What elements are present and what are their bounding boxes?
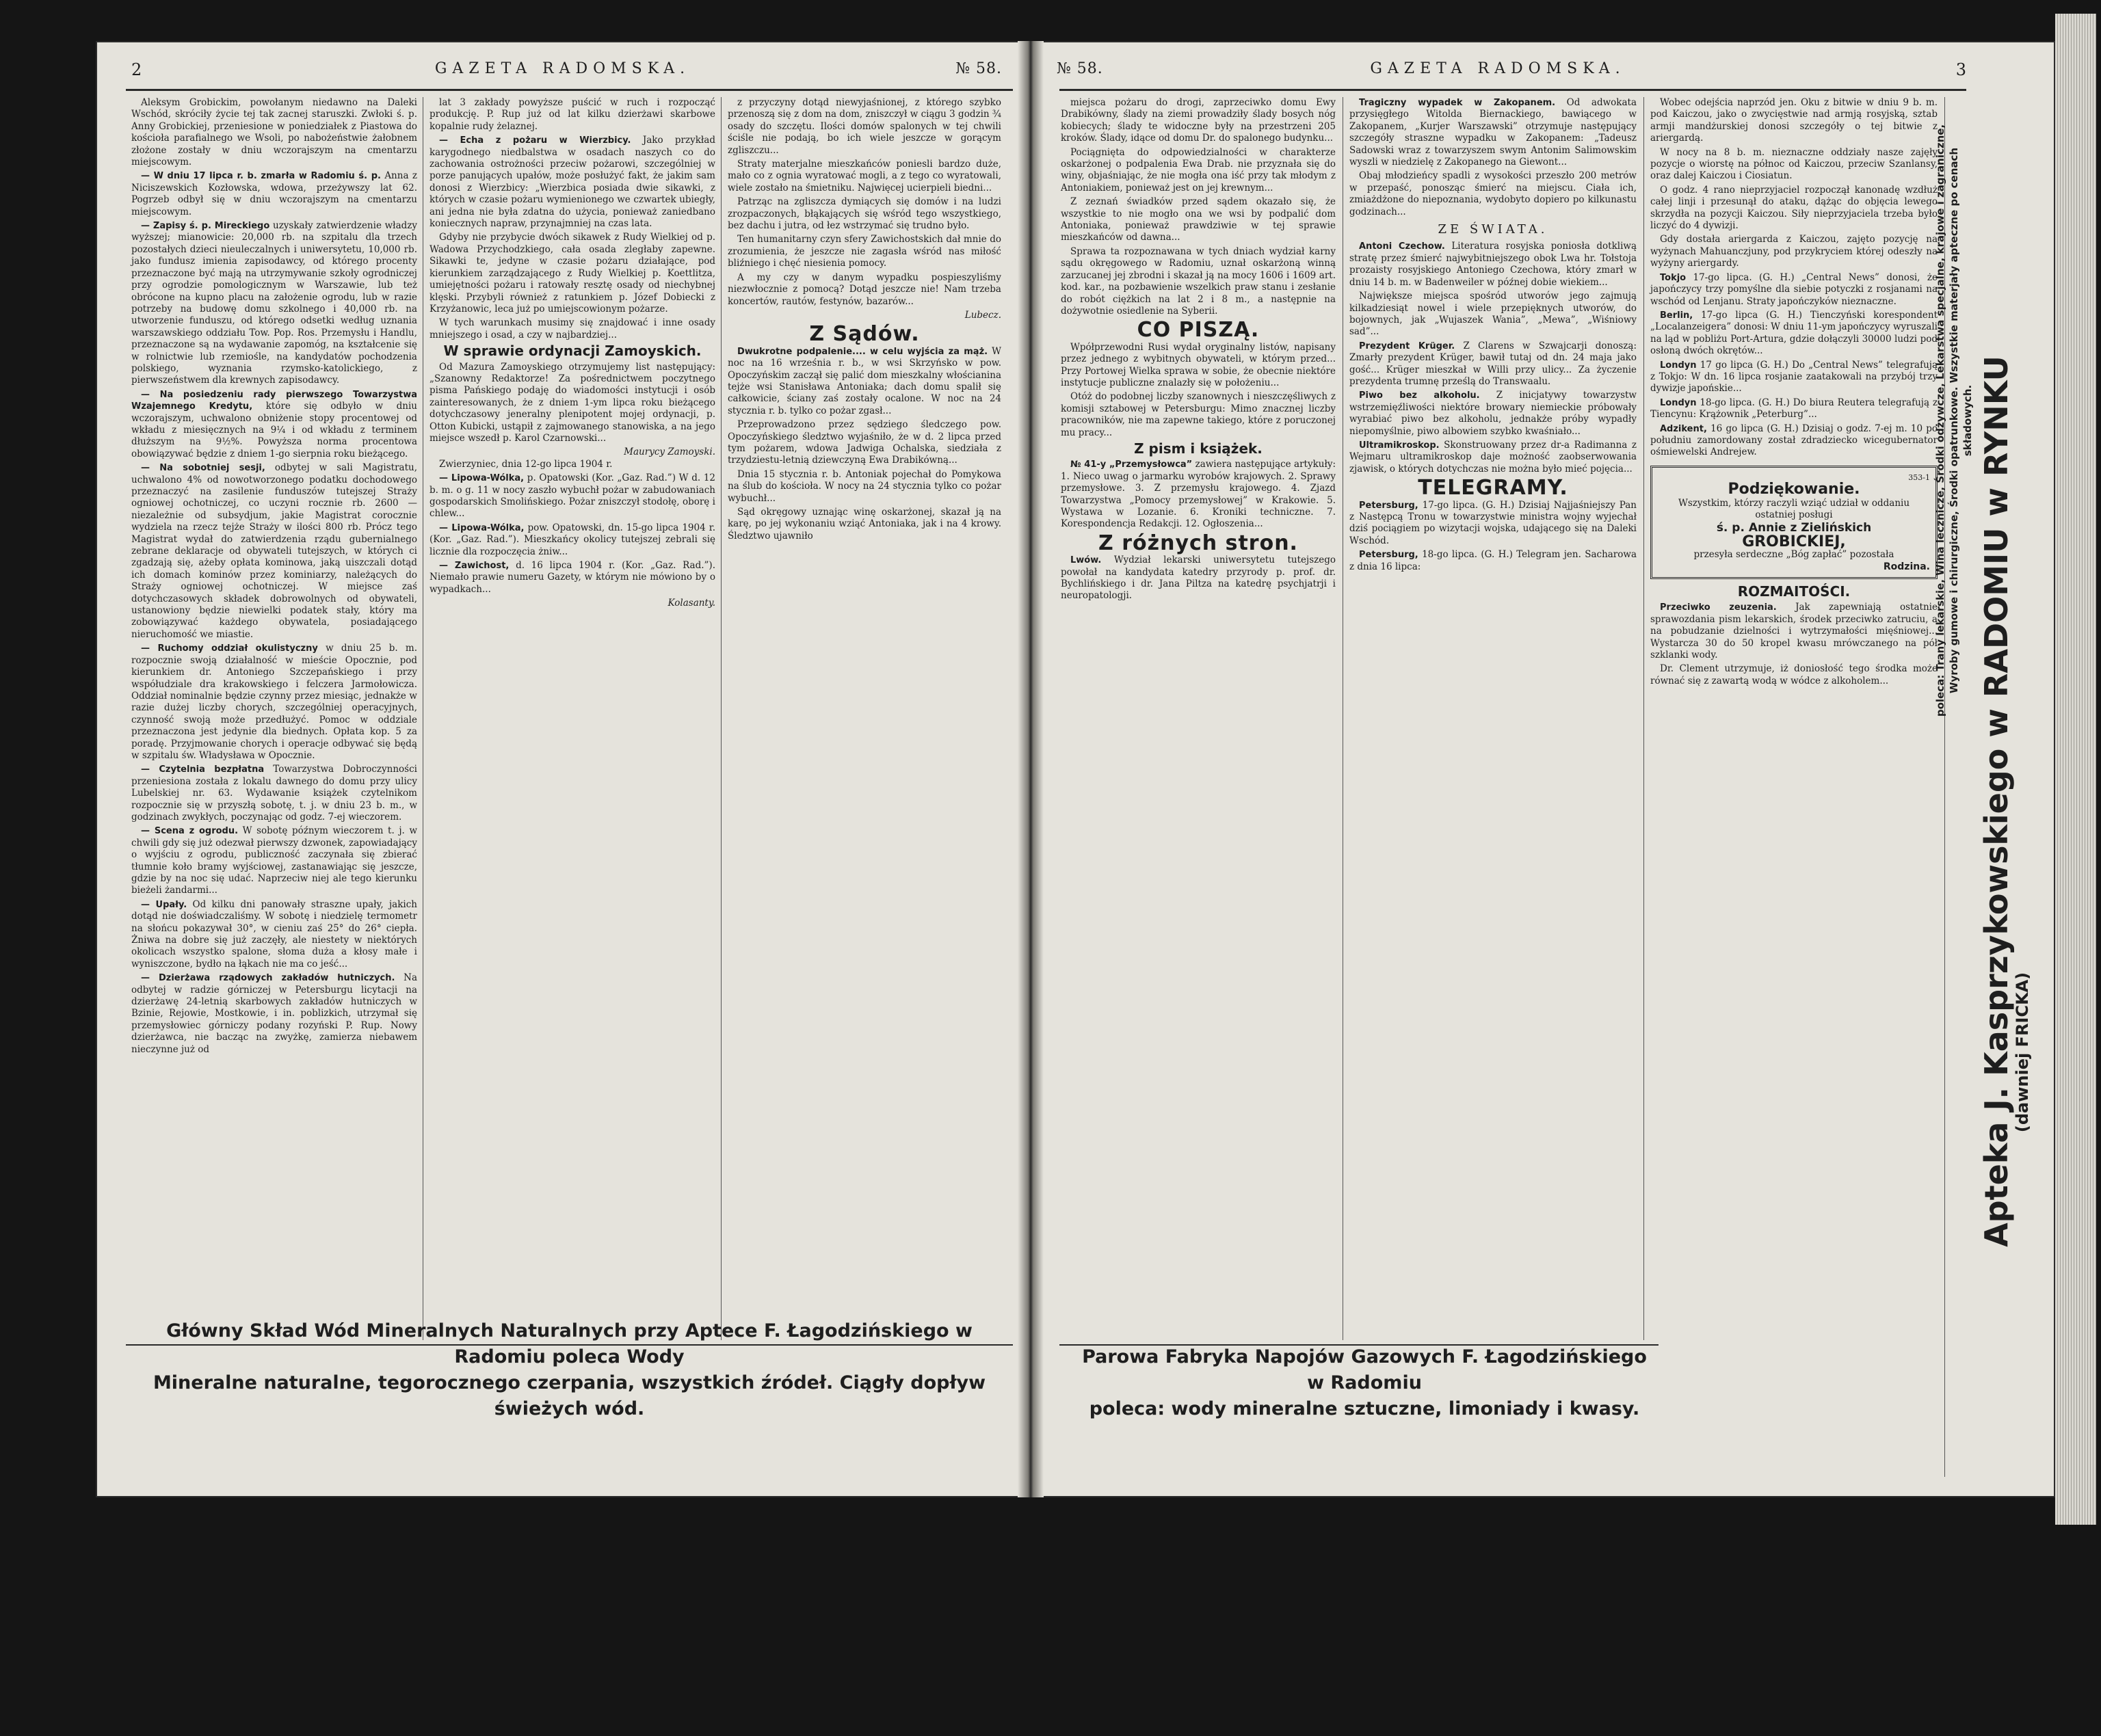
section-heading: ROZMAITOŚCI. [1737,583,1851,600]
article-text: Wydział lekarski uniwersytetu tutejszego powołał na kandydata katedry przyrody p. prof. dr. Bychlińskiego i dr. Jana Piltza na katedrę psychjatrji i neuropatologji. [1061,555,1336,602]
article-text: Anna z Niciszewskich Kozłowska, wdowa, przeżywszy lat 62. Pogrzeb odbył się w dniu wczorajszym na cmentarzu miejscowym. [131,170,417,217]
article-paragraph [1650,147,1938,183]
page-header [96,60,1029,82]
article-text: uzyskały zatwierdzenie władzy wyższej; mianowicie: 20,000 rb. na szpitalu dla trzech pozostałych dzieci nieuleczalnych i uniwersytetu, 10,000 rb. jako fundusz imienia zapisodawcy, od którego procenty przeznaczone być mają na utrzymywanie szkoły ogrodniczej przy ogrodzie pomologicznym w Warszawie, lub też obrócone na kupno placu na założenie ogrodu, lub w razie potrzeby na budowę domu szkolnego i 40,000 rb. na utworzenie funduszu, od którego odsetki według uznania warszawskiego oddziału Tow. Pop. Ros. Przemysłu i Handlu, przeznaczone są na wydawanie zapomóg, na kształcenie się w rolnictwie lub rzemiośle, na kandydatów pochodzenia polskiego, wyznania rzymsko-katolickiego, z pierwszeństwem dla krewnych zapisodawcy. [131,220,417,386]
article-text: p. Opatowski (Kor. „Gaz. Rad.”) W d. 12 b. m. o g. 11 w nocy zaszło wybuchł pożar w zabudowaniach gospodarskich Smolińskiego. Pożar zniszczył stodołę, oborę i chlew... [430,472,715,520]
article-text: Zwierzyniec, dnia 12-go lipca 1904 r. [439,458,613,470]
article-text: Z inicjatywy towarzystw wstrzemięźliwości niektóre browary niemieckie próbowały wyrabiać piwo bez alkoholu, jednakże próby wypadły niepomyślnie, piwo albowiem szybko kwaśniało... [1349,390,1637,437]
article-paragraph [430,472,715,520]
article-text: Największe miejsca spośród utworów jego zajmują kilkadziesiąt nowel i wiele przepięknych utworów, do bojownych, jak „Wujaszek Wania”, „Mewa”, „Wiśniowy sad”... [1349,291,1637,338]
article-heading: Lwów. [1070,555,1102,566]
author-signature: Lubecz. [964,309,1001,321]
section-heading: Z pism i książek. [1134,440,1263,457]
article-heading: Prezydent Krüger. [1359,340,1455,351]
article-paragraph [430,317,715,341]
article-paragraph [131,825,417,896]
article-text: Na odbytej w radzie górniczej w Petersburgu licytacji na dzierżawę 24-letnią skarbowych zakładów hutniczych w Bzinie, Rejowie, Mostkowie, i in. poblizkich, utrzymał się przemysłowiec górniczy podany rozyński P. Rup. Nowy dzierżawca, nie bacząc na zwyżkę, zamierza niebawem nieczynne już od [131,972,418,1055]
article-heading: Przeciwko zeuzenia. [1660,602,1777,613]
vertical-advert-title: Apteka J. Kasprzykowskiego w RADOMIU w RYNKU [1978,356,2015,1247]
article-text: A my czy w danym wypadku pospieszyliśmy niezwłocznie z pomocą? Dotąd jeszcze nie! Nam trzeba koncertów, rautów, festynów, bazarów... [728,271,1001,307]
section-heading: CO PISZĄ. [1137,318,1260,343]
article-text: lat 3 zakłady powyższe puścić w ruch i rozpocząć produkcję. P. Rup już od lat kilku dzierżawi skarbowe kopalnie rudy żelaznej. [430,97,715,132]
article-text: miejsca pożaru do drogi, zaprzeciwko domu Ewy Drabikówny, ślady na ziemi prowadziły ślady bosych nóg kobiecych; ślady te widoczne były na przestrzeni 205 kroków. Ślady, idące od domu Dr. do spalonego budynku... [1061,97,1336,144]
article-text: 17-go lipca. (G. H.) Dzisiaj Najjaśniejszy Pan z Następcą Tronu w towarzystwie ministra wojny wyjechał dziś pociągiem po wizytacji wojska, udającego się na Daleki Wschód. [1349,499,1637,546]
article-paragraph [430,135,715,230]
article-text: Otóż do podobnej liczby szanownych i nieszczęśliwych z komisji sztabowej w Petersburgu: Mimo znacznej liczby pracowników, nie ma zapewne takiego, które z poruczonej mu pracy... [1061,391,1336,438]
article-paragraph [1349,340,1637,388]
column-1 [1061,97,1336,1340]
article-text: Towarzystwa Dobroczynności przeniesiona została z lokalu dawnego do domu przy ulicy Lubelskiej nr. 63. Wydawanie książek czytelnikom rozpocznie się w przyszłą sobotę, t. j. w dniu 23 b. m., w godzinach zwykłych, poczynając od godz. 7-ej wieczorem. [131,764,417,823]
article-text: Literatura rosyjska poniosła dotkliwą stratę przez śmierć najwybitniejszego obok Lwa hr. Tołstoja prozaisty rosyjskiego Antoniego Czechowa, który zmarł w dniu 14 b. m. w Badenweiler w późnej dobie wiekiem... [1349,241,1637,288]
bottom-advert [1070,1344,1659,1422]
article-paragraph [430,560,715,596]
right-page [1029,41,2055,1497]
article-text: O godz. 4 rano nieprzyjaciel rozpoczął kanonadę wzdłuż całej linji i przesunął do ataku, dążąc do objęcia lewego skrzydła na pozycji Kaiczou. Siły nieprzyjaciela trzeba było liczyć do 4 dywizji. [1650,184,1938,232]
article-paragraph [430,459,715,470]
article-text: Wobec odejścia naprzód jen. Oku z bitwie w dniu 9 b. m. pod Kaiczou, jako o zwycięstwie nad armją rosyjską, sztab armji mandżurskiej donosi szczegóły o tej bitwie z ariergardą. [1650,97,1938,144]
article-paragraph [1061,342,1336,390]
article-paragraph [1349,97,1637,168]
article-heading: Dwukrotne podpalenie.... w celu wyjścia za mąż. [737,346,988,357]
article-paragraph [430,522,715,558]
article-heading: — Ruchomy oddział okulistyczny [141,643,318,654]
page-edges [2055,14,2096,1525]
article-paragraph [1650,234,1938,269]
article-heading: — Na sobotniej sesji, [141,463,265,474]
article-heading: Petersburg, [1359,550,1418,561]
article-paragraph [1061,147,1336,195]
article-paragraph [728,419,1001,467]
article-heading: Ultramikroskop. [1359,440,1440,451]
column-3 [1650,97,1938,1477]
article-text: W sobotę późnym wieczorem t. j. w chwili gdy się już odezwał pierwszy dzwonek, zapowiadający o wyjściu z ogrodu, publiczność zaczynała się zbierać tłumnie koło bramy wyjściowej, zastanawiając się jeszcze, gdzie by na noc się udać. Naprzeciw niej ale tego kierunku bieżeli żandarmi... [131,825,417,896]
article-paragraph [1061,391,1336,439]
article-heading: Adzikent, [1660,423,1707,434]
author-signature: Kolasanty. [668,598,715,609]
article-text: Aleksym Grobickim, powołanym niedawno na Daleki Wschód, skróciły życie tej tak zacnej staruszki. Zwłoki ś. p. Anny Grobickiej, przeniesione w poniedziałek z Piastowa do kościoła parafialnego we Wsoli, po nabożeństwie żałobnem złożone zostały w dniu wczorajszym na cmentarzu miejscowym. [131,97,417,168]
article-paragraph [728,507,1001,542]
article-paragraph [1650,397,1938,421]
vertical-pharmacy-advert [1934,89,2046,1477]
article-text: Dnia 15 stycznia r. b. Antoniak pojechał do Pomykowa na ślub do kościoła. W nocy na 24 stycznia tylko co pożar wybuchł... [728,468,1001,504]
masthead-title: GAZETA RADOMSKA. [1370,60,1626,77]
article-paragraph [1349,291,1637,338]
column-2 [430,97,715,1340]
article-text: Od Mazura Zamoyskiego otrzymujemy list następujący: „Szanowny Redaktorze! Za pośrednictwem poczytnego pisma Pańskiego podaję do wiadomości instytucji i osób zainteresowanych, że z dniem 1-ym lipca roku bieżącego dotychczasowy jeneralny plenipotent mojej ordynacji, p. Otton Kubicki, ustąpił z zajmowanego stanowiska, a na jego miejsce wszedł p. Karol Czarnowski... [430,361,715,444]
article-paragraph [1650,423,1938,459]
thanks-notice [1650,466,1938,579]
article-text: pow. Opatowski, dn. 15-go lipca 1904 r. (Kor. „Gaz. Rad.”). Mieszkańcy okolicy tutejszej zebrali się licznie dla rozpoczęcia żniw... [430,522,715,557]
article-paragraph [430,97,715,133]
article-paragraph [131,97,417,168]
notice-deceased: ś. p. Annie z Zielińskich [1716,521,1872,535]
column-1 [131,97,417,1340]
header-rule [1059,89,1966,91]
article-paragraph [1061,459,1336,530]
article-paragraph [430,232,715,315]
article-paragraph [131,220,417,387]
article-paragraph [131,972,417,1056]
left-page [96,41,1029,1497]
article-paragraph [131,643,417,762]
article-text: Obaj młodzieńcy spadli z wysokości przeszło 200 metrów w przepaść, ponosząc śmierć na miejscu. Ciała ich, zmiażdżone do niepoznania, wydobyto dopiero po kilkunastu godzinach... [1349,170,1637,217]
notice-signature: Rodzina. [1883,561,1930,572]
article-paragraph [1650,310,1938,358]
article-text: Patrząc na zgliszcza dymiących się domów i na ludzi zrozpaczonych, błąkających się wśród tego wszystkiego, bez dachu i jutra, od łez wstrzymać się trudno było. [728,196,1001,232]
article-heading: Piwo bez alkoholu. [1359,390,1480,401]
masthead-title: GAZETA RADOMSKA. [434,60,691,77]
notice-body: Wszystkim, którzy raczyli wziąć udział w oddaniu ostatniej posługi [1678,497,1910,520]
article-paragraph [1349,549,1637,573]
article-paragraph [1061,97,1336,145]
page-header [1029,60,2055,82]
article-heading: Tokjo [1660,272,1687,283]
article-text: Od adwokata przysięgłego Witolda Biernackiego, bawiącego w Zakopanem, „Kurjer Warszawski” otrzymuje następujący szczegóły straszne wypadku w Zakopanem: „Tadeusz Sadowski wraz z towarzyszem swym Antonim Salimowskim wyszli w niedzielę z Zakopanego na Giewont... [1349,97,1637,168]
article-heading: — Scena z ogrodu. [141,826,239,837]
article-paragraph [728,234,1001,269]
article-text: 16 go lipca (G. H.) Dzisiaj o godz. 7-ej m. 10 po południu zamordowany został zdradziecko wicegubernator ośmiewelski Andrejew. [1650,423,1938,458]
article-text: Ten humanitarny czyn sfery Zawichostskich dał mnie do zrozumienia, że jeszcze nie zagasła wśród nas miłość bliźniego i chęć niesienia pomocy. [728,234,1001,269]
article-heading: — Zawichost, [439,561,510,572]
article-paragraph [728,272,1001,308]
article-text: Straty materjalne mieszkańców poniesli bardzo duże, mało co z ognia wyratować mogli, a z tego co wyratowali, wiele zostało na śmietniku. Najwięcej ucierpieli biedni... [728,159,1001,193]
notice-thanks: przesyła serdeczne „Bóg zapłać” pozostała [1693,549,1894,561]
article-heading: — Echa z pożaru w Wierzbicy. [439,135,631,146]
article-text: w dniu 25 b. m. rozpocznie swoją działalność w mieście Opocznie, pod kierunkiem dr. Antoniego Szczepańskiego i przy współudziale dra krakowskiego i felczera Jarmołowicza. Oddział nominalnie będzie czynny przez miesiąc, jednakże w razie dużej liczby chorych, szczególniej operacyjnych, czynność swoją może przedłużyć. Pomoc w oddziale przeznaczona jest jedynie dla biednych. Opłata kop. 5 za poradę. Przyjmowanie chorych i operacje odbywać się będą w szpitalu św. Władysława w Opocznie. [131,643,417,761]
article-paragraph [1061,196,1336,244]
article-text: Wpółprzewodni Rusi wydał oryginalny listów, napisany przez jednego z wybitnych obywateli, w którym przed... Przy Portowej Wielka sprawa w sobie, że obecnie niektóre instytucje publiczne znalazły się w położeniu... [1061,341,1336,388]
article-text: Z Clarens w Szwajcarji donoszą: Zmarły prezydent Krüger, bawił tutaj od dn. 24 maja jako gość... Krüger mieszkał w Willi przy ulicy... Za życzenie prezydenta trumnę prześlą do Transwaalu. [1349,340,1637,387]
article-heading: — Upały. [141,899,187,910]
article-text: Sąd okręgowy uznając winę oskarżonej, skazał ją na karę, po jej wykonaniu wziąć Antoniaka, jak i na 4 krowy. Śledztwo ujawniło [728,507,1001,542]
column-2 [1349,97,1637,1340]
article-text: 17 go lipca (G. H.) Do „Central News” telegrafują z Tokjo: W dn. 16 lipca rosjanie zaatakowali na przybój trzy dywizje japońskie... [1650,359,1938,395]
article-paragraph [1349,500,1637,548]
advert-line: poleca: wody mineralne sztuczne, limoniady i kwasy. [1089,1398,1640,1419]
article-heading: Petersburg, [1359,500,1418,511]
article-paragraph [728,196,1001,232]
vertical-advert-frame [1934,89,2043,1477]
article-heading: Antoni Czechow. [1359,241,1445,252]
article-paragraph [131,764,417,823]
vertical-advert-products-text: poleca: Trany lekarskie, Wina lecznicze, Środki odżywcze, Lekarstwa specjalne, krajowe i zagraniczne, Wyroby gumowe i chirurgiczne, Środki opatrunkowe. Wszystkie materjały apteczne po cenach składowych. [1934,124,1974,717]
article-text: Z zeznań świadków przed sądem okazało się, że wszystkie to nie mogło ona we wsi by podpalić dom Antoniaka, ponieważ prawdziwie w tej sprawie mieszkańców od dawna... [1061,196,1336,243]
article-paragraph [728,469,1001,505]
notice-surname: GROBICKIEJ, [1742,533,1846,550]
article-text: d. 16 lipca 1904 r. (Kor. „Gaz. Rad.”). Niemało prawie numeru Gazety, w którym nie mówiono by o wypadkach... [430,560,715,595]
article-heading: — W dniu 17 lipca r. b. zmarła w Radomiu ś. p. [141,171,381,182]
section-heading: W sprawie ordynacji Zamoyskich. [443,343,702,360]
article-paragraph [1650,663,1938,687]
article-text: Skonstruowany przez dr-a Radimanna z Wejmaru ultramikroskop daje możność zaobserwowania zjawisk, o których dotychczas nie można było mieć pojęcia... [1349,439,1637,475]
article-paragraph [1650,602,1938,661]
section-heading: ZE ŚWIATA. [1438,222,1548,237]
article-paragraph [1349,170,1637,218]
article-paragraph [1650,360,1938,395]
section-heading: Z różnych stron. [1098,531,1298,555]
article-heading: № 41-y „Przemysłowca” [1070,459,1193,470]
article-paragraph [728,159,1001,194]
article-text: W tych warunkach musimy się znajdować i inne osady mniejszego i osad, a czy w najbardziej... [430,317,715,340]
article-text: zawiera następujące artykuły: 1. Nieco uwag o jarmarku wyrobów krajowych. 2. Sprawy przemysłowe. 3. Z przemysłu krajowego. 4. Zjazd Towarzystwa „Pomocy przemysłowej” w Krakowie. 5. Wystawa w Lozanie. 6. Kroniki techniczne. 7. Korespondencja Redakcji. 12. Ogłoszenia... [1061,459,1336,530]
notice-title: Podziękowanie. [1728,481,1860,498]
article-heading: — Na posiedzeniu rady pierwszego Towarzystwa Wzajemnego Kredytu, [131,389,417,412]
article-paragraph [131,899,417,970]
article-text: W noc na 16 września r. b., w wsi Skrzyńsko w pow. Opoczyńskim zaczął się palić dom mieszkalny włościanina tejże wsi Stanisława Antoniaka; dach domu spalił się całkowicie, ściany zaś zostały ocalone. W noc na 24 stycznia r. b. tylko co pożar zgasł... [728,345,1001,416]
article-paragraph [1061,246,1336,317]
vertical-advert-products [1933,0,1974,1104]
article-text: 17-go lipca. (G. H.) „Central News” donosi, że japończycy trzy pomyślne dla siebie potyczki z rosjanami na wschód od Lenjanu. Straty japończyków nieznaczne. [1650,271,1938,307]
article-text: Dr. Clement utrzymuje, iż doniosłość tego środka może równać się z zawartą wodą w wódce z alkoholem... [1650,663,1938,686]
article-text: 18-go lipca. (G. H.) Telegram jen. Sacharowa z dnia 16 lipca: [1349,549,1637,572]
vertical-advert-subtitle: (dawniej FRICKA) [2013,972,2032,1133]
article-paragraph [728,346,1001,417]
article-paragraph [1650,97,1938,145]
column-3 [728,97,1001,1340]
issue-number: № 58. [955,60,1002,77]
page-number: 3 [1955,60,1966,79]
issue-number: № 58. [1057,60,1103,77]
article-text: Przeprowadzono przez sędziego śledczego pow. Opoczyńskiego śledztwo wyjaśniło, że w d. 2 lipca przed tym pożarem, wdowa Jadwiga Ochalska, siedziała z trzydziestu-letnią dziewczyną Ewa Drabikówną... [728,419,1001,466]
article-paragraph [1650,272,1938,308]
notice-number: 353-1 [1908,472,1930,482]
article-text: Jak zapewniają ostatnie sprawozdania pism lekarskich, środek przeciwko zatruciu, a na pobudzanie dzielności i wytrzymałości mięśniowej... Wystarcza 30 do 50 kropel kwasu mrówczanego na pół szklanki wody. [1650,602,1938,661]
article-text: z przyczyny dotąd niewyjaśnionej, z którego szybko przenoszą się z dom na dom, zniszczył w ciągu 3 godzin ¾ osady do szczętu. Ilości domów spalonych w tej chwili ściśle nie podają, bo ich wiele jeszcze w gorącym zgliszczu... [728,97,1001,156]
author-signature: Maurycy Zamoyski. [624,446,715,458]
article-paragraph [1650,185,1938,232]
column-divider [721,97,722,1340]
article-text: Pociągnięta do odpowiedzialności w charakterze oskarżonej o podpalenia Ewa Drab. nie przyznała się do winy, objaśniając, że nie mogła ona iść przy tak młodym z Antoniakiem, ponieważ jest on jej krewnym... [1061,146,1336,193]
article-text: Od kilku dni panowały straszne upały, jakich dotąd nie doświadczaliśmy. W sobotę i niedzielę termometr na słońcu pokazywał 30°, w cieniu zaś 25° do 26° ciepła. Żniwa na dobre się już zaczęły, ale niestety w niektórych okolicach wszystko spalone, słoma duża a kłosy małe i wyniszczone, bydło na łąkach nie ma co jeść... [131,898,417,970]
article-heading: — Czytelnia bezpłatna [141,764,265,775]
article-paragraph [131,170,417,218]
article-text: odbytej w sali Magistratu, uchwalono 4% od nowotworzonego podatku dochodowego przeznaczyć na zasilenie funduszów tutejszej Straży ogniowej ochotniczej, co uczyni rocznie rb. 2600 — niezależnie od subsydjum, jakie Magistrat corocznie wydziela na rzecz tejże Straży w ilości 800 rb. Prócz tego Magistrat wydał do zatwierdzenia rządu gubernialnego zebrane deklaracje od obywateli tutejszych, w których ci zgadzają się, ażeby opłata kominowa, jaką uiszczali dotąd ich domach kominów przez kominiarzy, należących do Straży ogniowej ochotniczej. W miejsce zaś dotychczasowych składek dobrowolnych od obywateli, ustanowiony będzie niewielki podatek stały, który ma zobowiązywać każdego obywatela, posiadającego nieruchomość we miastie. [131,462,417,640]
book-gutter [1018,41,1044,1497]
article-text: Sprawa ta rozpoznawana w tych dniach wydział karny sądu okręgowego w Radomiu, uznał oskarżoną winną zarzucanej jej zbrodni i skazał ją na mocy 1606 i 1609 art. kod. kar., na pozbawienie wszelkich praw stanu i zesłanie do robót ciężkich na lat 2 i 8 m., a następnie na dożywotnie osiedlenie na Syberii. [1061,245,1336,317]
article-paragraph [1349,440,1637,475]
article-text: Gdy dostała ariergarda z Kaiczou, zajęto pozycję na wyżynach Mahuanczjuny, pod przykryciem której odeszły na wyżyny ariergardy. [1650,234,1938,269]
article-heading: — Dzierżawa rządowych zakładów hutniczych. [141,973,395,984]
section-heading: Z Sądów. [809,322,920,347]
bottom-advert [137,1318,1002,1422]
article-paragraph [131,389,417,460]
article-paragraph [131,462,417,641]
article-text: Gdyby nie przybycie dwóch sikawek z Rudy Wielkiej od p. Wadowa Przychodzkiego, cała osada zległaby zapewne. Sikawki te, jedyne w czasie pożaru działające, pod kierunkiem zarządzającego z Rudy Wielkiej p. Koettlitza, umiejętności pożaru i ratowały resztę osady od niechybnej klęski. Przybyli również z ratunkiem p. Józef Dobiecki z Krzyżanowic, leca już po umiejscowionym pożarze. [430,232,715,315]
article-heading: — Zapisy ś. p. Mireckiego [141,221,270,232]
header-rule [126,89,1013,91]
article-paragraph [1349,390,1637,438]
section-heading: TELEGRAMY. [1418,476,1568,500]
page-number: 2 [131,60,142,79]
column-divider [1643,97,1644,1340]
article-text: Jako przykład karygodnego niedbalstwa w osadach naszych co do zachowania ostrożności przeciw pożarowi, szczególniej w porze panujących upałów, może posłużyć fakt, że jakim sam donosi z Wierzbicy: „Wierzbica posiada dwie sikawki, z których w czasie pożaru wymienionego we czwartek ubiegły, ani jedna nie była zdatna do użycia, ponieważ zaniedbano koniecznych napraw, przynajmniej na czas lata. [430,135,715,230]
article-text: 17-go lipca (G. H.) Tienczyński korespondent „Localanzeigera” donosi: W dniu 11-ym japończycy wyruszali na ląd w pobliżu Port-Artura, gdzie dołączyli 30000 ludzi pod osłoną dwóch okrętów... [1650,309,1938,357]
advert-line: Parowa Fabryka Napojów Gazowych F. Łagodzińskiego w Radomiu [1082,1346,1647,1393]
article-heading: Londyn [1660,397,1697,408]
article-text: W nocy na 8 b. m. nieznaczne oddziały nasze zajęły pozycje o wiorstę na północ od Kaiczou, przeciw Szanlansy, oraz dalej Kaiczou i Ciosiatun. [1650,146,1938,182]
article-text: które się odbyło w dniu wczorajszym, uchwalono obniżenie stopy procentowej od wkładu z miesięcznych na 9¼ i od wkładu z terminem dłuższym na 9½%. Powyższa norma procentowa obowiązywać będzie z dniem 1-go sierpnia roku bieżącego. [131,401,418,459]
article-heading: Berlin, [1660,310,1693,321]
article-heading: — Lipowa-Wólka, [439,522,525,533]
article-paragraph [1061,555,1336,602]
article-paragraph [1349,241,1637,289]
advert-line: Mineralne naturalne, tegorocznego czerpania, wszystkich źródeł. Ciągły dopływ świeżych wód. [153,1372,986,1419]
article-paragraph [728,97,1001,157]
article-heading: Tragiczny wypadek w Zakopanem. [1359,98,1556,108]
article-heading: Londyn [1660,360,1697,371]
article-heading: — Lipowa-Wólka, [439,473,525,484]
advert-line: Główny Skład Wód Mineralnych Naturalnych przy Aptece F. Łagodzińskiego w Radomiu poleca Wody [166,1320,973,1367]
article-text: 18-go lipca. (G. H.) Do biura Reutera telegrafują z Tiencynu: Krążownik „Peterburg”... [1650,397,1938,420]
